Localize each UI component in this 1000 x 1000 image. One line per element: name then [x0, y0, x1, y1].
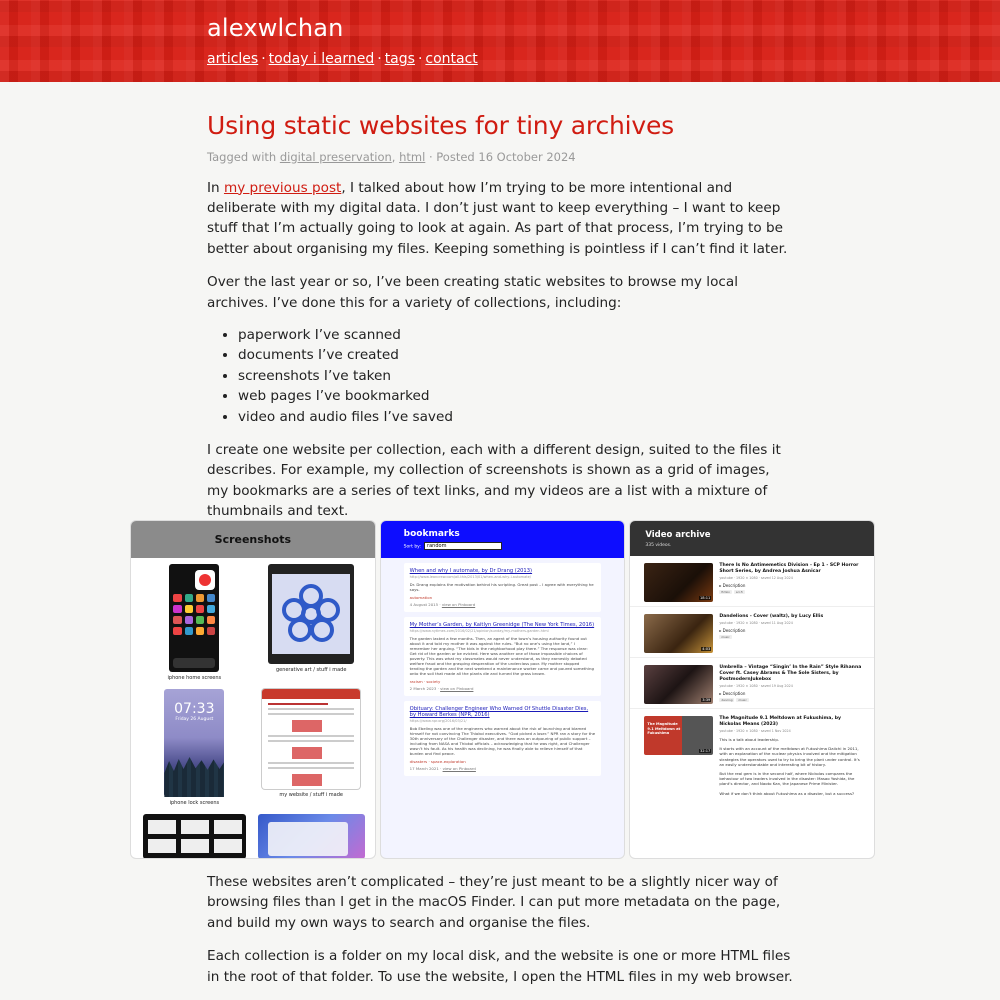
description-toggle[interactable]: ▸ Description — [719, 628, 746, 633]
caption: my website / stuff i made — [279, 792, 343, 798]
video-title[interactable]: There Is No Antimemetics Division - Ep 1 - SCP Horror Short Series, by Andrea Joshua Asnicar — [719, 563, 859, 574]
video-duration: 32:17 — [699, 749, 711, 753]
video-item — [630, 658, 874, 709]
paragraph-4: These websites aren’t complicated – they’re just meant to be a slightly nicer way of browsing files than I get in the macOS Finder. I can put more metadata on the page, and build my own ways to search and organise the files. — [207, 874, 781, 931]
view-on-pinboard-link[interactable]: view on Pinboard — [440, 686, 474, 691]
description-toggle[interactable]: ▸ Description — [719, 583, 746, 588]
video-tag[interactable]: music — [738, 698, 747, 702]
list-item: • documents I’ve created — [238, 345, 795, 365]
video-notes: This is a talk about leadership. — [719, 737, 780, 742]
screenshot-thumb-blue — [258, 814, 365, 858]
bookmark-date: 17 March 2021 · view on Pinboard — [409, 766, 476, 771]
nav-tags[interactable]: tags — [384, 51, 415, 67]
site-nav — [207, 51, 478, 67]
paragraph-5: Each collection is a folder on my local disk, and the website is one or more HTML files in the root of that folder. To use the website, I open the HTML files in my web browser. — [207, 948, 793, 985]
video-archive-title: Video archive — [645, 530, 711, 540]
view-on-pinboard-link[interactable]: view on Pinboard — [442, 766, 476, 771]
bookmark-title[interactable]: When and why I automate, by Dr Drang (2013) — [409, 568, 533, 574]
list-item: • video and audio files I’ve saved — [238, 407, 795, 427]
video-duration: 18:11 — [699, 596, 711, 600]
screenshot-thumb-generative-art — [258, 564, 365, 681]
video-notes: It starts with an account of the meltdown at Fukushima Daiichi in 2011, with an explanation of the nuclear physics involved and the mitigation strategies the operators used to try to bring the plant under control. It’s an easily understandable and interesting bit of history. — [719, 746, 860, 767]
video-title[interactable]: The Magnitude 9.1 Meltdown at Fukushima, by Nickolas Means (2023) — [719, 716, 841, 727]
post-meta: Tagged with digital preservation, html · Posted 16 October 2024 — [207, 149, 576, 164]
video-duration: 4:03 — [702, 647, 711, 651]
posted-date: · Posted 16 October 2024 — [425, 149, 576, 164]
paragraph-2: Over the last year or so, I’ve been creating static websites to browse my local archives. I’ve done this for a variety of collections, including: — [207, 274, 738, 311]
video-notes: What if we don’t think about Fukushima as a disaster, but a success? — [719, 790, 855, 796]
screenshots-site-preview — [131, 521, 375, 858]
video-tag[interactable]: fiction — [721, 590, 731, 594]
bookmark-title[interactable]: My Mother’s Garden, by Kaitlyn Greenidge (The New York Times, 2016) — [409, 622, 595, 628]
paragraph-3: I create one website per collection, each with a different design, suited to the files it describes. For example, my collection of screenshots is shown as a grid of images, my bookmarks are a series of text links, and my videos are a list with a mixture of thumbnails and text. — [207, 441, 781, 520]
video-notes: But the real gem is in the second half, where Nickolas compares the behaviour of two leaders involved in the disaster: Masao Yoshida, the plant’s director, and Naoto Kan, the Japanese Prime Minister. — [719, 771, 855, 787]
previous-post-link[interactable]: my previous post — [223, 179, 342, 196]
view-on-pinboard-link[interactable]: view on Pinboard — [441, 602, 476, 607]
video-tag[interactable]: dancing — [721, 698, 733, 702]
screenshot-thumb-dark — [141, 814, 248, 858]
list-item: • screenshots I’ve taken — [238, 366, 795, 386]
screenshots-header: Screenshots — [131, 521, 375, 558]
article — [207, 110, 795, 522]
bookmark-tags: automation — [409, 595, 433, 600]
lock-time: 07:33 — [174, 701, 215, 717]
nav-contact[interactable]: contact — [425, 51, 478, 67]
screenshot-thumb-home-screens — [141, 564, 248, 681]
bookmark-tags: racism · society — [409, 679, 441, 684]
bookmark-description: Bob Ebeling was one of the engineers who warned about the risk of launching and blamed himself for not convincing The Thiokol executives. “God picked a loser.” NPR ran a story for the 30th anniversary of the Challenger disaster, and there was an outpouring of public support – including from NASA and Thiokol officials – acknowledging that he was right, and Challenger wasn’t his fault. As his health was declining, he was finally able to relieve himself of that burden and find peace. — [409, 726, 596, 756]
paragraph-1 — [207, 178, 795, 260]
bookmark-url: https://www.npr.org/2016/03/21/ — [409, 719, 467, 723]
video-archive-site-preview — [630, 521, 874, 858]
video-thumbnail[interactable] — [644, 614, 713, 653]
video-thumbnail[interactable] — [644, 716, 713, 755]
meta-prefix: Tagged with — [207, 149, 280, 164]
tag-link-digital-preservation[interactable]: digital preservation — [279, 149, 392, 164]
bookmark-title[interactable]: Obituary: Challenger Engineer Who Warned Of Shuttle Disaster Dies, by Howard Berkes (NPR, 2016) — [409, 706, 589, 718]
phone-image — [169, 564, 219, 672]
screenshot-thumb-lock-screens — [141, 689, 248, 806]
sort-control — [404, 542, 625, 550]
video-meta: youtube · 1920 × 1080 · saved 19 Aug 2024 — [719, 684, 793, 688]
list-item: • paperwork I’ve scanned — [238, 325, 795, 345]
paragraph-1-start: In — [207, 179, 224, 196]
video-title[interactable]: Dandelions - Cover (waltz), by Lucy Ellis — [719, 614, 824, 619]
lock-screen-image — [164, 689, 224, 797]
video-meta: youtube · 1920 × 1080 · saved 11 Aug 2024 — [719, 621, 793, 625]
nav-articles[interactable]: articles — [207, 51, 259, 67]
website-image — [262, 689, 360, 789]
bookmarks-title: bookmarks — [403, 529, 460, 539]
video-archive-header — [630, 521, 874, 556]
video-count: 335 videos. — [645, 543, 672, 548]
video-meta: youtube · 1920 × 1080 · saved 12 Aug 2024 — [719, 576, 793, 580]
list-item: • web pages I’ve bookmarked — [238, 386, 795, 406]
paragraph-1-rest: , I talked about how I’m trying to be more intentional and deliberate with my digital data. I don’t just want to keep everything – I want to keep stuff that I’m actually going to look at again. As part of that process, I’m trying to be better about organising my files. Keeping something is pointless if I can’t find it later. — [207, 179, 788, 257]
sort-select[interactable]: random — [424, 542, 502, 550]
bookmark-date: 4 August 2015 · view on Pinboard — [409, 602, 476, 607]
caption: iphone lock screens — [169, 800, 220, 806]
video-thumbnail-text: The Magnitude 9.1 Meltdown at Fukushima — [647, 722, 681, 735]
bookmark-item — [404, 701, 602, 776]
nav-separator: · — [261, 51, 266, 67]
video-item — [630, 607, 874, 658]
lock-date: Friday 26 August — [175, 717, 214, 722]
nav-separator: · — [417, 51, 423, 67]
video-duration: 3:39 — [702, 698, 711, 702]
bookmark-tags: disasters · space-exploration — [409, 759, 466, 764]
sort-label: Sort by: — [403, 544, 422, 550]
bookmarks-header — [381, 521, 625, 558]
description-toggle[interactable]: ▸ Description — [719, 691, 746, 696]
video-meta: youtube · 1920 × 1080 · saved 1 Nov 2024 — [719, 729, 791, 733]
nav-today-i-learned[interactable]: today i learned — [268, 51, 375, 67]
post-title: Using static websites for tiny archives — [207, 111, 674, 140]
blue-desktop-image — [258, 814, 365, 858]
bookmark-description: The garden lasted a few months. Then, an agent of the town’s housing authority found out about it and told my mother it was against the rules. “But no one’s using the land,” I remember her arguing. “The kids in the neighborhood play there.” The response was clear: Get rid of the garden or be evicted. Here was another one of those impossible choices of poverty. This was what my classmates would never understand, as they earnestly debated welfare fraud and the grasping desperation of the underclass poor. My mother stopped tending the garden and the next weekend a maintenance worker came and poured something onto the soil that made all the plants die and turned the grass brown. — [409, 636, 594, 676]
bookmark-item — [404, 563, 602, 612]
video-thumbnail[interactable] — [644, 563, 713, 602]
video-tag[interactable]: sci-fi — [736, 590, 743, 594]
bookmark-url: http://www.leancrew.com/all-this/2013/01/when-and-why-i-automate/ — [409, 575, 531, 579]
video-item — [630, 556, 874, 607]
video-item — [630, 709, 874, 800]
site-header — [0, 0, 1000, 82]
dark-grid-image — [143, 814, 246, 858]
nav-separator: · — [377, 51, 382, 67]
tablet-image — [268, 564, 354, 664]
article-continued — [207, 872, 795, 987]
caption: iphone home screens — [167, 675, 222, 681]
screenshot-thumb-my-website — [258, 689, 365, 806]
video-tag[interactable]: music — [721, 635, 730, 639]
collections-list — [238, 325, 795, 427]
bookmark-description: Dr. Drang explains the motivation behind his scripting. Great post – I agree with everything he says. — [409, 582, 594, 592]
caption: generative art / stuff i made — [275, 667, 347, 673]
bookmark-item — [404, 617, 602, 696]
archive-screenshots-figure — [131, 521, 874, 858]
bookmark-date: 2 March 2023 · view on Pinboard — [409, 686, 474, 691]
bookmarks-site-preview — [381, 521, 625, 858]
video-thumbnail[interactable] — [644, 665, 713, 704]
video-title[interactable]: Umbrella – Vintage “Singin’ In the Rain” Style Rihanna Cover ft. Casey Abrams & The Sole Sisters, by PostmodernJukebox — [719, 665, 862, 682]
bookmark-url: https://www.nytimes.com/2016/02/21/opinion/sunday/my-mothers-garden.html — [409, 629, 549, 633]
site-title[interactable]: alexwlchan — [207, 14, 344, 42]
tag-link-html[interactable]: html — [399, 149, 426, 164]
